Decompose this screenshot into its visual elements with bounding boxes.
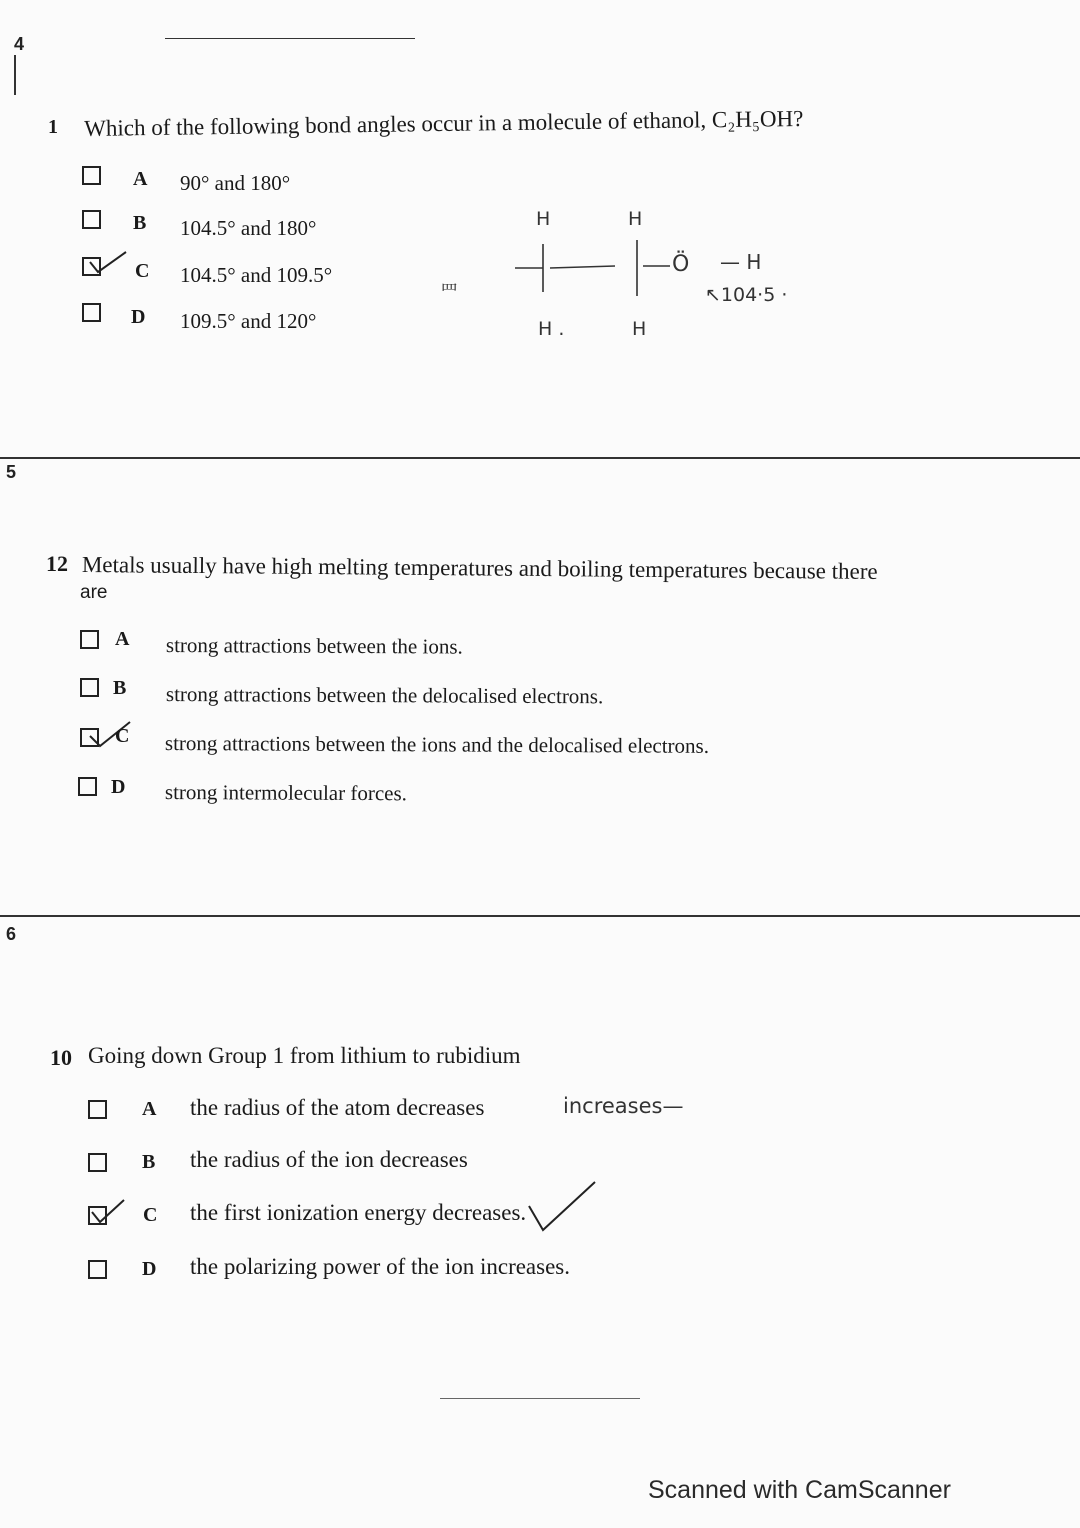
atom-label: H . bbox=[538, 318, 565, 340]
option-text: strong intermolecular forces. bbox=[164, 780, 407, 806]
page-number-4: 4 bbox=[14, 34, 25, 54]
atom-label: H bbox=[628, 208, 643, 230]
page-number-5: 5 bbox=[6, 462, 17, 482]
checkmark-icon bbox=[88, 1196, 128, 1226]
option-letter: B bbox=[113, 677, 127, 699]
option-text: 90° and 180° bbox=[180, 171, 291, 195]
checkmark-icon bbox=[525, 1178, 600, 1236]
top-rule bbox=[165, 38, 415, 39]
atom-label: — H bbox=[720, 250, 762, 274]
option-text: strong attractions between the ions. bbox=[165, 633, 463, 659]
checkbox-q1-a[interactable] bbox=[82, 166, 101, 185]
question-text-line1: Metals usually have high melting temperatures and boiling temperatures because there bbox=[81, 552, 878, 584]
question-text-line2: are bbox=[80, 582, 108, 603]
checkbox-q1-b[interactable] bbox=[82, 210, 101, 229]
atom-label: Ö bbox=[672, 252, 690, 277]
bottom-rule bbox=[440, 1398, 640, 1399]
option-text: 109.5° and 120° bbox=[180, 309, 317, 333]
bond-lines bbox=[505, 230, 680, 320]
option-letter: C bbox=[143, 1204, 158, 1226]
option-text: 104.5° and 109.5° bbox=[180, 263, 333, 287]
question-number: 1 bbox=[48, 116, 58, 138]
checkbox-q12-a[interactable] bbox=[80, 630, 99, 649]
checkbox-q10-d[interactable] bbox=[88, 1260, 107, 1279]
option-text: the first ionization energy decreases. bbox=[190, 1200, 527, 1225]
option-text: 104.5° and 180° bbox=[180, 216, 317, 240]
atom-label: H bbox=[536, 208, 551, 230]
section-rule bbox=[0, 457, 1080, 459]
option-letter: A bbox=[133, 168, 148, 190]
option-text: the radius of the ion decreases bbox=[190, 1147, 468, 1172]
option-text: strong attractions between the delocalised electrons. bbox=[165, 682, 604, 709]
option-letter: B bbox=[142, 1151, 156, 1173]
checkbox-q10-a[interactable] bbox=[88, 1100, 107, 1119]
question-text: Going down Group 1 from lithium to rubidium bbox=[88, 1043, 521, 1068]
bond-angle-note: ↖104·5 · bbox=[705, 284, 788, 306]
checkbox-q12-b[interactable] bbox=[80, 678, 99, 697]
question-text: Which of the following bond angles occur in a molecule of ethanol, C₂H₅OH? bbox=[84, 105, 804, 141]
option-text: strong attractions between the ions and the delocalised electrons. bbox=[164, 731, 710, 758]
option-text: the polarizing power of the ion increases. bbox=[190, 1254, 571, 1279]
section-rule bbox=[0, 915, 1080, 917]
option-letter: C bbox=[135, 260, 150, 282]
option-letter: C bbox=[115, 725, 130, 747]
checkmark-icon bbox=[88, 248, 130, 276]
option-letter: A bbox=[142, 1098, 157, 1120]
page-number-6: 6 bbox=[6, 924, 17, 944]
scribble-text: 罒 bbox=[440, 282, 458, 303]
option-letter: D bbox=[131, 306, 146, 328]
margin-bar bbox=[14, 55, 16, 95]
option-letter: D bbox=[111, 776, 126, 798]
option-letter: A bbox=[115, 628, 130, 650]
atom-label: H bbox=[632, 318, 647, 340]
option-text: the radius of the atom decreases bbox=[190, 1095, 485, 1120]
checkbox-q1-d[interactable] bbox=[82, 303, 101, 322]
handwritten-annotation: increases— bbox=[563, 1094, 684, 1118]
option-letter: D bbox=[142, 1258, 157, 1280]
scanner-watermark: Scanned with CamScanner bbox=[648, 1476, 951, 1504]
question-number: 10 bbox=[50, 1045, 72, 1070]
option-letter: B bbox=[133, 212, 147, 234]
question-number: 12 bbox=[46, 551, 68, 576]
checkbox-q12-d[interactable] bbox=[78, 777, 97, 796]
checkbox-q10-b[interactable] bbox=[88, 1153, 107, 1172]
